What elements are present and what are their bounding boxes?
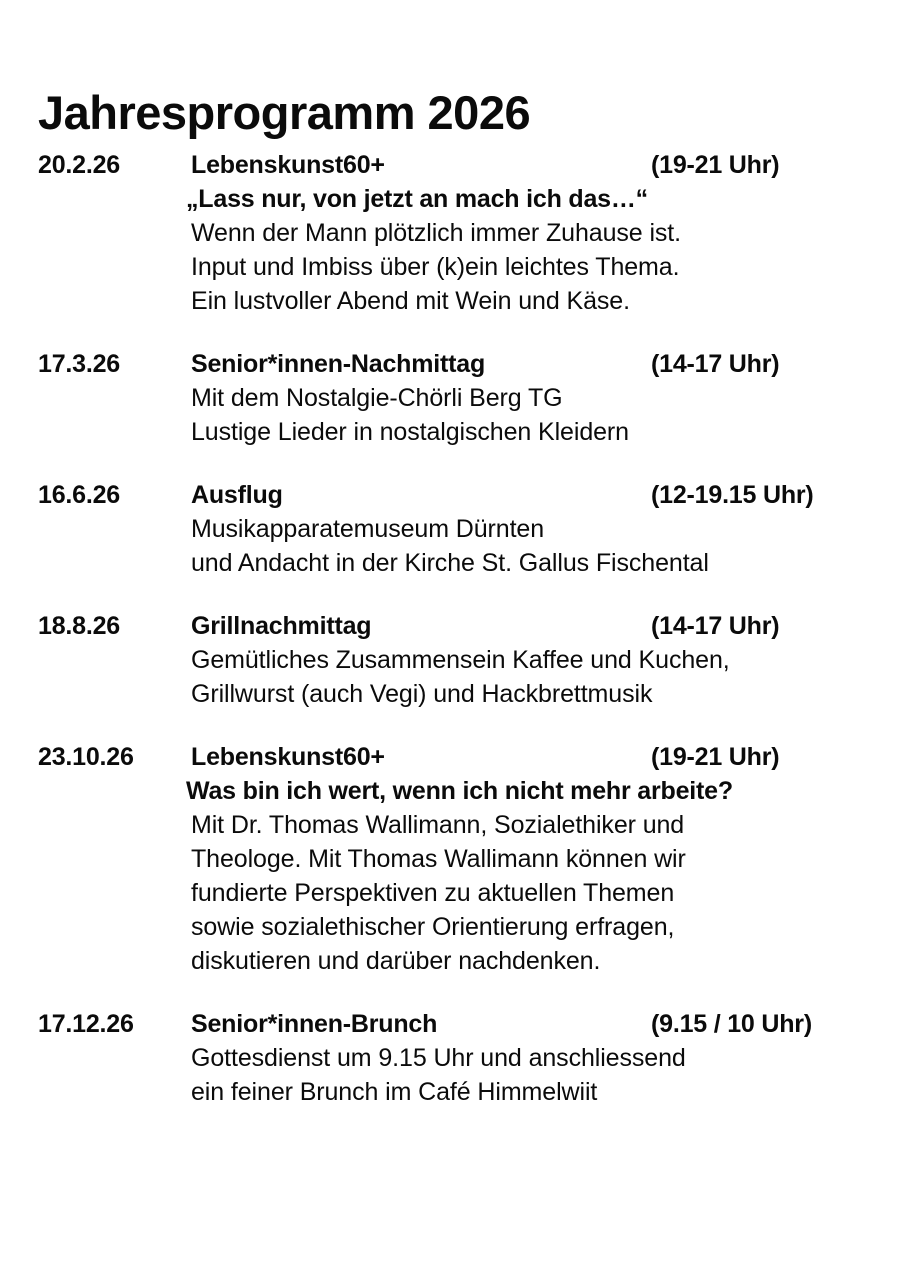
entry-date: 16.6.26	[38, 481, 121, 509]
entry-description-line: ein feiner Brunch im Café Himmelwiit	[191, 1078, 598, 1106]
entry-description-line: Musikapparatemuseum Dürnten	[191, 515, 545, 543]
entry-header-row	[0, 740, 900, 774]
entry-description-line: Lustige Lieder in nostalgischen Kleidern	[191, 418, 629, 446]
entry-header-row	[0, 609, 900, 643]
entry-time: (19-21 Uhr)	[651, 743, 780, 771]
program-entry-list	[0, 148, 900, 1109]
entry-body	[186, 182, 900, 318]
entry-description-line: Grillwurst (auch Vegi) und Hackbrettmusik	[191, 680, 653, 708]
entry-body	[191, 381, 900, 449]
entry-date: 17.12.26	[38, 1010, 134, 1038]
entry-title: Ausflug	[191, 481, 283, 509]
entry-time: (9.15 / 10 Uhr)	[651, 1010, 812, 1038]
program-entry	[0, 1007, 900, 1109]
entry-description-line: Ein lustvoller Abend mit Wein und Käse.	[191, 287, 630, 315]
entry-date: 17.3.26	[38, 350, 121, 378]
program-entry	[0, 148, 900, 318]
entry-date: 18.8.26	[38, 612, 121, 640]
entry-title: Lebenskunst60+	[191, 743, 385, 771]
entry-description-line: Mit Dr. Thomas Wallimann, Sozialethiker und	[191, 811, 685, 839]
entry-title: Grillnachmittag	[191, 612, 372, 640]
entry-description-line: sowie sozialethischer Orientierung erfragen,	[191, 913, 675, 941]
entry-time: (14-17 Uhr)	[651, 612, 780, 640]
entry-description-line: diskutieren und darüber nachdenken.	[191, 947, 601, 975]
entry-header-row	[0, 347, 900, 381]
entry-time: (12-19.15 Uhr)	[651, 481, 814, 509]
entry-description-line: Mit dem Nostalgie-Chörli Berg TG	[191, 384, 563, 412]
entry-body	[191, 643, 900, 711]
entry-header-row	[0, 1007, 900, 1041]
entry-header-row	[0, 478, 900, 512]
entry-description-line: Input und Imbiss über (k)ein leichtes Thema.	[191, 253, 680, 281]
entry-date: 23.10.26	[38, 743, 134, 771]
entry-description-line: Gemütliches Zusammensein Kaffee und Kuchen,	[191, 646, 730, 674]
entry-body	[191, 1041, 900, 1109]
entry-description-line: und Andacht in der Kirche St. Gallus Fischental	[191, 549, 709, 577]
entry-title: Lebenskunst60+	[191, 151, 385, 179]
entry-description-line: fundierte Perspektiven zu aktuellen Themen	[191, 879, 675, 907]
entry-title: Senior*innen-Brunch	[191, 1010, 438, 1038]
page-title: Jahresprogramm 2026	[38, 86, 531, 140]
entry-body	[191, 512, 900, 580]
program-entry	[0, 740, 900, 978]
entry-subtitle: Was bin ich wert, wenn ich nicht mehr arbeite?	[186, 777, 733, 805]
entry-body	[186, 774, 900, 978]
program-entry	[0, 609, 900, 711]
entry-description-line: Gottesdienst um 9.15 Uhr und anschliessend	[191, 1044, 686, 1072]
entry-subtitle: „Lass nur, von jetzt an mach ich das…“	[186, 185, 648, 213]
program-entry	[0, 478, 900, 580]
program-entry	[0, 347, 900, 449]
entry-header-row	[0, 148, 900, 182]
entry-time: (19-21 Uhr)	[651, 151, 780, 179]
entry-description-line: Theologe. Mit Thomas Wallimann können wir	[191, 845, 686, 873]
entry-description-line: Wenn der Mann plötzlich immer Zuhause ist.	[191, 219, 681, 247]
entry-time: (14-17 Uhr)	[651, 350, 780, 378]
entry-title: Senior*innen-Nachmittag	[191, 350, 486, 378]
entry-date: 20.2.26	[38, 151, 121, 179]
